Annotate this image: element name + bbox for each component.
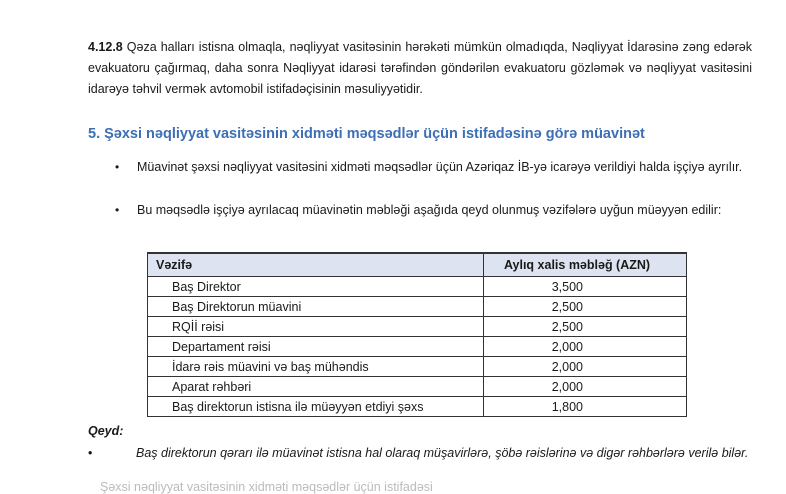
column-header-amount: Aylıq xalis məbləğ (AZN) xyxy=(483,253,686,277)
intro-number: 4.12.8 xyxy=(88,40,123,54)
amount-cell: 2,000 xyxy=(483,337,686,357)
position-cell: Departament rəisi xyxy=(148,337,484,357)
amount-cell: 1,800 xyxy=(483,397,686,417)
cutoff-line xyxy=(100,480,520,494)
note-title: Qeyd: xyxy=(88,424,124,438)
allowance-table xyxy=(147,252,687,417)
note-item xyxy=(88,443,752,464)
table-row xyxy=(148,357,687,377)
bullet-text: Müavinət şəxsi nəqliyyat vasitəsini xidməti məqsədlər üçün Azəriqaz İB-yə icarəyə verildiyi halda işçiyə ayrılır. xyxy=(137,160,743,174)
position-cell: Baş Direktor xyxy=(148,277,484,297)
table-row xyxy=(148,317,687,337)
amount-cell: 2,500 xyxy=(483,297,686,317)
table-row xyxy=(148,397,687,417)
bullet-icon: • xyxy=(88,446,93,460)
table-row xyxy=(148,377,687,397)
amount-cell: 2,000 xyxy=(483,377,686,397)
position-cell: İdarə rəis müavini və baş mühəndis xyxy=(148,357,484,377)
position-cell: Baş direktorun istisna ilə müəyyən etdiyi şəxs xyxy=(148,397,484,417)
position-cell: RQİİ rəisi xyxy=(148,317,484,337)
section-title: 5. Şəxsi nəqliyyat vasitəsinin xidməti məqsədlər üçün istifadəsinə görə müavinət xyxy=(88,126,645,142)
note-text: Baş direktorun qərarı ilə müavinət istisna hal olaraq müşavirlərə, şöbə rəislərinə və digər rəhbərlərə verilə bilər. xyxy=(136,446,749,460)
position-cell: Aparat rəhbəri xyxy=(148,377,484,397)
table-row xyxy=(148,297,687,317)
intro-text: Qəza halları istisna olmaqla, nəqliyyat vasitəsinin hərəkəti mümkün olmadıqda, Nəqliyyat İdarəsinə zəng edərək evakuatoru çağırmaq, daha sonra Nəqliyyat idarəsi tərəfindən göndərilən evakuatoru gözləmək və nəqliyyat vasitəsini idarəyə təhvil vermək avtomobil istifadəçisinin məsuliyyətidir. xyxy=(88,40,752,96)
table-row xyxy=(148,337,687,357)
cutoff-text: Şəxsi nəqliyyat vasitəsinin xidməti məqsədlər üçün istifadəsi xyxy=(100,480,433,494)
position-cell: Baş Direktorun müavini xyxy=(148,297,484,317)
amount-cell: 3,500 xyxy=(483,277,686,297)
amount-cell: 2,500 xyxy=(483,317,686,337)
intro-paragraph xyxy=(88,37,752,100)
table-row xyxy=(148,277,687,297)
table-header-row xyxy=(148,253,687,277)
bullet-item-1 xyxy=(115,157,752,177)
bullet-icon: • xyxy=(115,160,120,174)
amount-cell: 2,000 xyxy=(483,357,686,377)
column-header-position: Vəzifə xyxy=(148,253,484,277)
bullet-text: Bu məqsədlə işçiyə ayrılacaq müavinətin məbləği aşağıda qeyd olunmuş vəzifələrə uyğun müəyyən edilir: xyxy=(137,203,722,217)
bullet-icon: • xyxy=(115,203,120,217)
bullet-item-2 xyxy=(115,200,752,220)
